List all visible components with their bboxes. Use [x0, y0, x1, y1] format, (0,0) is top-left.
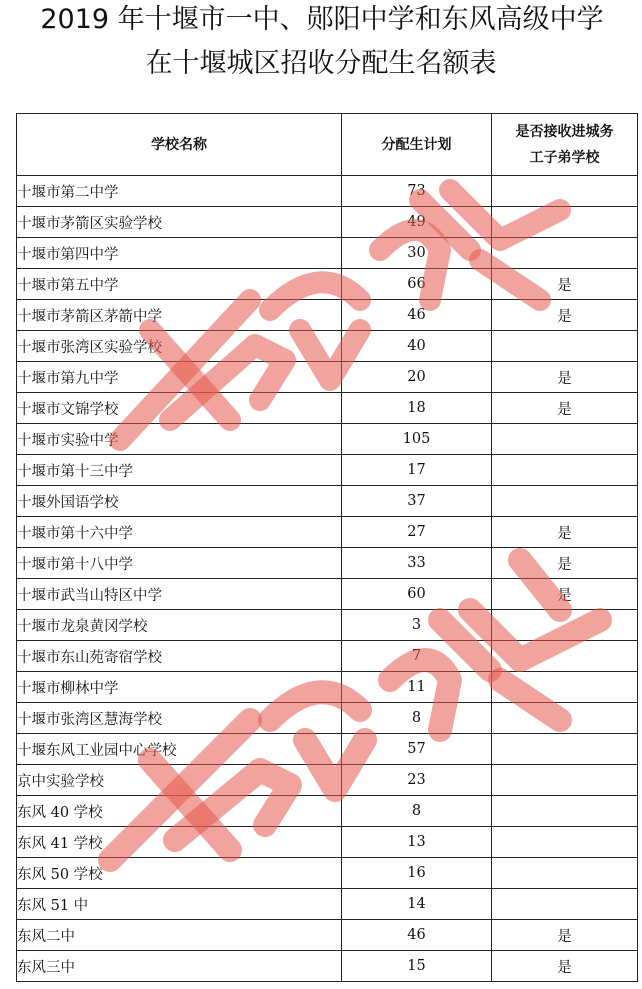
quota-cell: 16 [342, 858, 492, 889]
school-name-cell: 十堰东风工业园中心学校 [17, 734, 342, 765]
migrant-cell [492, 610, 638, 641]
table-row [17, 393, 638, 424]
school-name-cell: 十堰市茅箭区实验学校 [17, 207, 342, 238]
school-name-cell: 十堰市张湾区实验学校 [17, 331, 342, 362]
table-row [17, 176, 638, 207]
table-row [17, 796, 638, 827]
school-name-cell: 东风三中 [17, 951, 342, 982]
school-name-cell: 十堰市实验中学 [17, 424, 342, 455]
migrant-cell: 是 [492, 579, 638, 610]
migrant-cell [492, 176, 638, 207]
migrant-cell [492, 455, 638, 486]
table-body [17, 176, 638, 982]
school-name-cell: 十堰市柳林中学 [17, 672, 342, 703]
school-name-cell: 十堰市第五中学 [17, 269, 342, 300]
table-row [17, 889, 638, 920]
school-name-cell: 东风 41 学校 [17, 827, 342, 858]
school-name-cell: 东风 50 学校 [17, 858, 342, 889]
migrant-cell [492, 858, 638, 889]
quota-cell: 60 [342, 579, 492, 610]
school-name-cell: 十堰市张湾区慧海学校 [17, 703, 342, 734]
table-row [17, 455, 638, 486]
table-row [17, 765, 638, 796]
school-name-cell: 十堰市第九中学 [17, 362, 342, 393]
quota-cell: 7 [342, 641, 492, 672]
school-name-cell: 东风二中 [17, 920, 342, 951]
school-name-cell: 十堰市武当山特区中学 [17, 579, 342, 610]
quota-cell: 46 [342, 300, 492, 331]
document-title-line-1: 2019 年十堰市一中、郧阳中学和东风高级中学 [40, 4, 604, 35]
quota-cell: 23 [342, 765, 492, 796]
quota-cell: 14 [342, 889, 492, 920]
quota-cell: 37 [342, 486, 492, 517]
table-row [17, 238, 638, 269]
school-name-cell: 十堰市东山苑寄宿学校 [17, 641, 342, 672]
school-name-cell: 京中实验学校 [17, 765, 342, 796]
table-row [17, 827, 638, 858]
migrant-cell: 是 [492, 920, 638, 951]
migrant-cell [492, 424, 638, 455]
school-name-cell: 十堰市龙泉黄冈学校 [17, 610, 342, 641]
quota-cell: 57 [342, 734, 492, 765]
table-row [17, 207, 638, 238]
school-name-cell: 十堰市第十三中学 [17, 455, 342, 486]
school-name-cell: 十堰市文锦学校 [17, 393, 342, 424]
migrant-cell [492, 331, 638, 362]
quota-cell: 30 [342, 238, 492, 269]
migrant-cell: 是 [492, 269, 638, 300]
table-row [17, 486, 638, 517]
quota-cell: 33 [342, 548, 492, 579]
table-row [17, 734, 638, 765]
table-row [17, 703, 638, 734]
quota-cell: 73 [342, 176, 492, 207]
table-row [17, 641, 638, 672]
table-header-row [17, 114, 638, 176]
migrant-cell: 是 [492, 393, 638, 424]
school-name-cell: 十堰市第十八中学 [17, 548, 342, 579]
table-row [17, 858, 638, 889]
header-accepts-migrant-children [492, 114, 638, 176]
school-name-cell: 十堰市第十六中学 [17, 517, 342, 548]
quota-cell: 11 [342, 672, 492, 703]
migrant-cell [492, 672, 638, 703]
header-quota: 分配生计划 [342, 114, 492, 176]
school-name-cell: 东风 40 学校 [17, 796, 342, 827]
school-name-cell: 十堰市第二中学 [17, 176, 342, 207]
quota-cell: 20 [342, 362, 492, 393]
table-row [17, 951, 638, 982]
school-name-cell: 十堰市第四中学 [17, 238, 342, 269]
table-row [17, 331, 638, 362]
quota-cell: 18 [342, 393, 492, 424]
migrant-cell: 是 [492, 300, 638, 331]
migrant-cell [492, 703, 638, 734]
migrant-cell [492, 765, 638, 796]
migrant-cell: 是 [492, 362, 638, 393]
header-col3-line-1: 是否接收进城务 [515, 123, 614, 140]
table-row [17, 672, 638, 703]
table-row [17, 517, 638, 548]
migrant-cell [492, 889, 638, 920]
table-row [17, 362, 638, 393]
migrant-cell: 是 [492, 951, 638, 982]
quota-cell: 105 [342, 424, 492, 455]
table-row [17, 424, 638, 455]
migrant-cell: 是 [492, 548, 638, 579]
table-row [17, 269, 638, 300]
table-row [17, 548, 638, 579]
quota-table [16, 113, 638, 982]
quota-cell: 49 [342, 207, 492, 238]
school-name-cell: 十堰市茅箭区茅箭中学 [17, 300, 342, 331]
quota-cell: 8 [342, 703, 492, 734]
school-name-cell: 东风 51 中 [17, 889, 342, 920]
migrant-cell [492, 641, 638, 672]
quota-cell: 3 [342, 610, 492, 641]
school-name-cell: 十堰外国语学校 [17, 486, 342, 517]
quota-cell: 17 [342, 455, 492, 486]
table-row [17, 610, 638, 641]
migrant-cell [492, 734, 638, 765]
migrant-cell [492, 207, 638, 238]
migrant-cell [492, 827, 638, 858]
quota-cell: 27 [342, 517, 492, 548]
quota-cell: 15 [342, 951, 492, 982]
table-row [17, 579, 638, 610]
header-school-name: 学校名称 [17, 114, 342, 176]
migrant-cell [492, 238, 638, 269]
header-col3-line-2: 工子弟学校 [529, 149, 600, 166]
quota-cell: 8 [342, 796, 492, 827]
quota-cell: 46 [342, 920, 492, 951]
table-row [17, 920, 638, 951]
migrant-cell [492, 796, 638, 827]
migrant-cell: 是 [492, 517, 638, 548]
quota-cell: 40 [342, 331, 492, 362]
table-row [17, 300, 638, 331]
document-title-line-2: 在十堰城区招收分配生名额表 [145, 48, 497, 79]
migrant-cell [492, 486, 638, 517]
quota-cell: 66 [342, 269, 492, 300]
quota-cell: 13 [342, 827, 492, 858]
